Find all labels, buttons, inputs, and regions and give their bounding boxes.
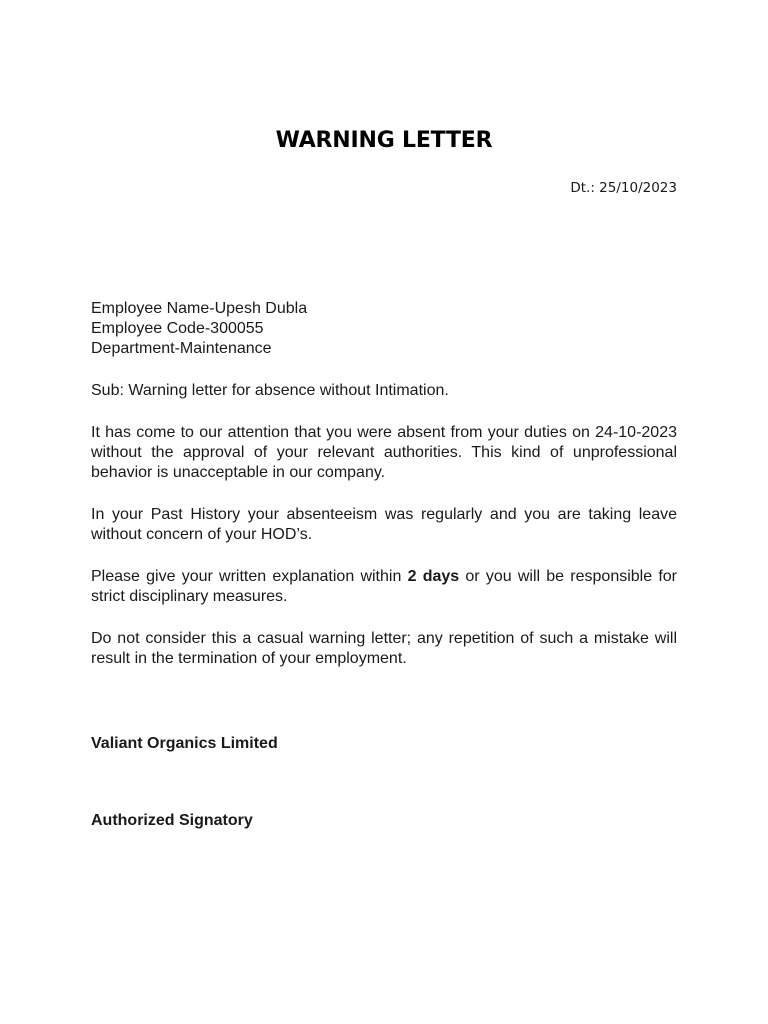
paragraph-explanation: [91, 567, 677, 607]
letter-date: Dt.: 25/10/2023: [570, 180, 677, 196]
paragraph-explanation-start: Please give your written explanation within: [91, 568, 408, 585]
letter-title: WARNING LETTER: [275, 128, 493, 153]
letter-subject: Sub: Warning letter for absence without Intimation.: [91, 382, 449, 399]
authorized-signatory: Authorized Signatory: [91, 812, 253, 829]
paragraph-explanation-end: or you will be responsible for strict disciplinary measures.: [91, 568, 678, 605]
paragraph-history: In your Past History your absenteeism was regularly and you are taking leave without concern of your HOD’s.: [91, 506, 677, 543]
employee-code: Employee Code-300055: [91, 320, 264, 337]
employee-department: Department-Maintenance: [91, 340, 272, 357]
company-name: Valiant Organics Limited: [91, 735, 278, 752]
paragraph-consequence: Do not consider this a casual warning letter; any repetition of such a mistake will result in the termination of your employment.: [91, 630, 677, 667]
paragraph-absence: It has come to our attention that you were absent from your duties on 24-10-2023 without the approval of your relevant authorities. This kind of unprofessional behavior is unacceptable in our company.: [91, 424, 677, 481]
employee-details: [91, 299, 677, 359]
employee-name: Employee Name-Upesh Dubla: [91, 300, 308, 317]
deadline-days: 2 days: [407, 568, 460, 585]
